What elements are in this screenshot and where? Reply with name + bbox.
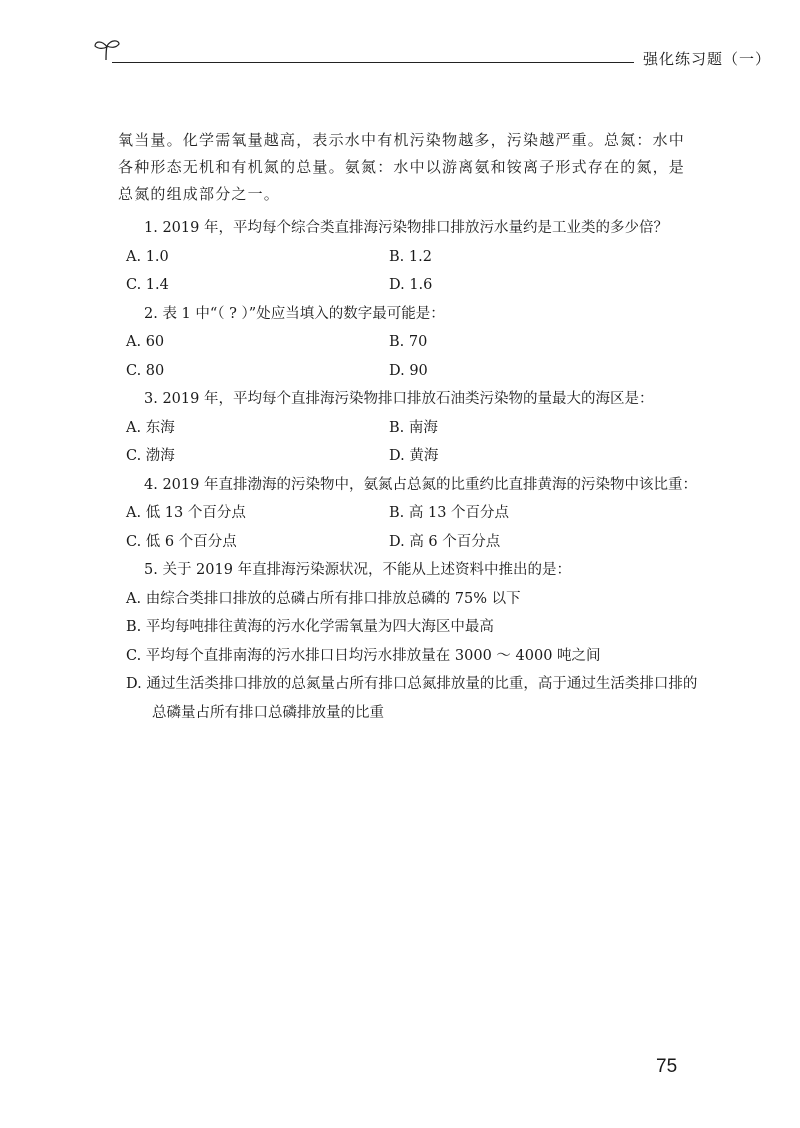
option-4d: D. 高 6 个百分点 xyxy=(389,533,501,550)
option-3b: B. 南海 xyxy=(389,419,438,436)
page-number: 75 xyxy=(656,1056,678,1077)
option-4a: A. 低 13 个百分点 xyxy=(126,505,246,521)
option-1d: D. 1.6 xyxy=(389,277,433,293)
question-stem-3: 3. 2019 年，平均每个直排海污染物排口排放石油类污染物的量最大的海区是： xyxy=(144,391,654,407)
question-stem-4: 4. 2019 年直排渤海的污染物中，氨氮占总氮的比重约比直排黄海的污染物中该比重： xyxy=(144,476,697,493)
option-2b: B. 70 xyxy=(389,334,428,350)
option-5d: D. 通过生活类排口排放的总氮量占所有排口总氮排放量的比重，高于通过生活类排口排的总磷量占所有排口总磷排放量的比重 xyxy=(126,676,698,721)
sprout-icon xyxy=(92,36,122,62)
section-title: 强化练习题（一） xyxy=(643,50,772,68)
intro-paragraph: 氧当量。化学需氧量越高，表示水中有机污染物越多，污染越严重。总氮：水中各种形态无机和有机氮的总量。氨氮：水中以游离氨和铵离子形式存在的氮，是总氮的组成部分之一。 xyxy=(118,131,686,203)
question-stem-5: 5. 关于 2019 年直排海污染源状况，不能从上述资料中推出的是： xyxy=(144,562,572,578)
header-rule xyxy=(112,62,634,63)
option-1a: A. 1.0 xyxy=(126,248,169,265)
option-5a: A. 由综合类排口排放的总磷占所有排口排放总磷的 75% 以下 xyxy=(126,590,521,607)
question-stem-2: 2. 表 1 中“（ ? ）”处应当填入的数字最可能是： xyxy=(144,305,445,322)
option-row xyxy=(118,328,698,357)
option-2c: C. 80 xyxy=(126,362,165,379)
option-2a: A. 60 xyxy=(126,334,165,350)
option-4b: B. 高 13 个百分点 xyxy=(389,505,510,521)
question-list xyxy=(118,214,698,727)
question-stem-1: 1. 2019 年，平均每个综合类直排海污染物排口排放污水量约是工业类的多少倍？ xyxy=(144,220,668,236)
option-5b: B. 平均每吨排往黄海的污水化学需氧量为四大海区中最高 xyxy=(126,619,494,635)
option-5c: C. 平均每个直排南海的污水排口日均污水排放量在 3000 ～ 4000 吨之间 xyxy=(126,647,601,664)
option-row xyxy=(118,499,698,528)
option-3c: C. 渤海 xyxy=(126,448,175,464)
option-3a: A. 东海 xyxy=(126,419,175,436)
option-1b: B. 1.2 xyxy=(389,248,432,265)
page-header xyxy=(88,34,772,74)
option-2d: D. 90 xyxy=(389,362,428,379)
option-row xyxy=(118,243,698,272)
option-row xyxy=(118,414,698,443)
option-1c: C. 1.4 xyxy=(126,277,169,293)
option-3d: D. 黄海 xyxy=(389,448,439,464)
option-row xyxy=(118,442,698,471)
option-row xyxy=(118,271,698,300)
option-4c: C. 低 6 个百分点 xyxy=(126,533,237,550)
option-row xyxy=(118,528,698,557)
option-row xyxy=(118,357,698,386)
